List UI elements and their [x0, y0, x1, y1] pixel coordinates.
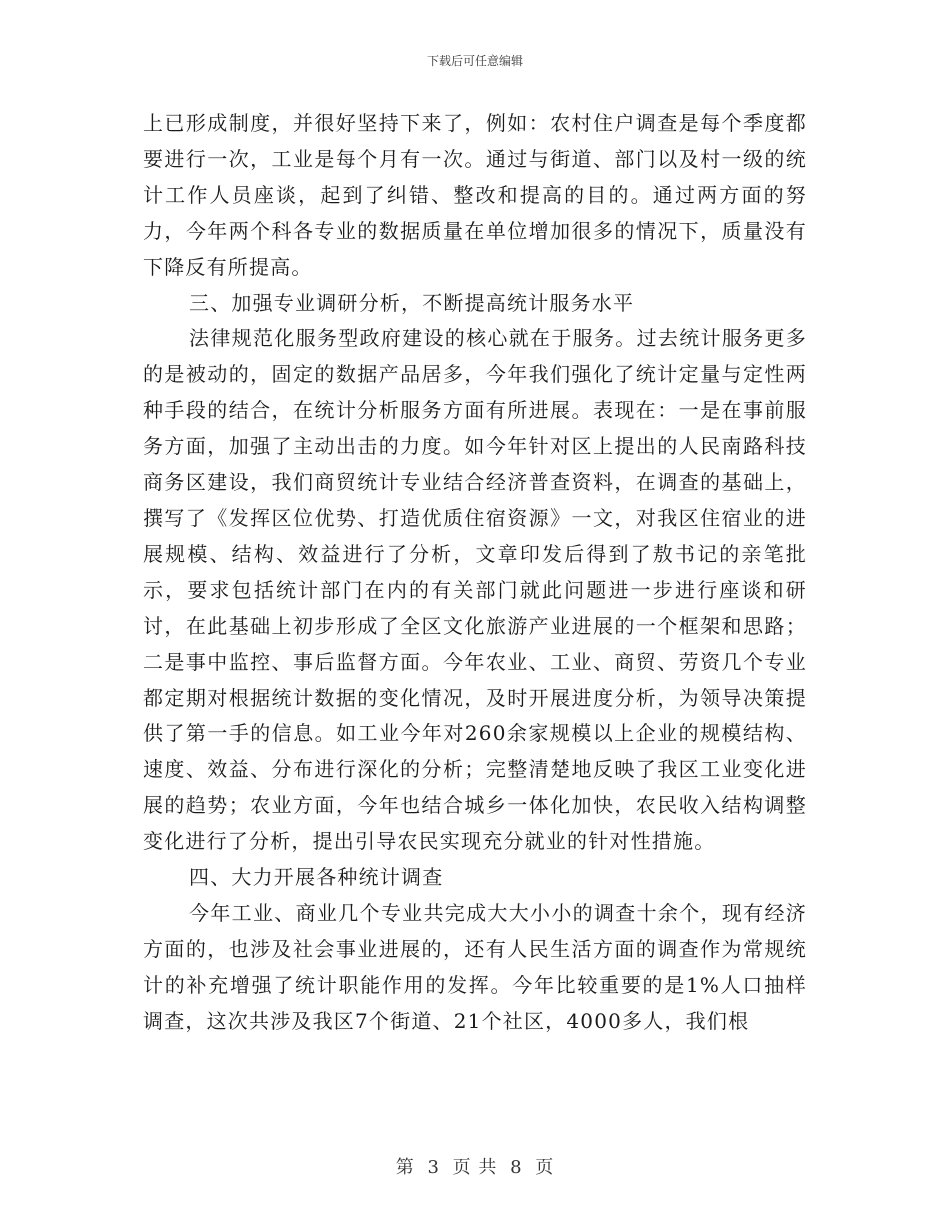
- section-heading-4: 四、大力开展各种统计调查: [189, 865, 444, 890]
- header-note: 下载后可任意编辑: [426, 54, 523, 68]
- footer-suffix: 页: [535, 1157, 555, 1178]
- total-pages-number: 8: [510, 1157, 523, 1178]
- page-footer: [0, 1153, 950, 1179]
- document-body: [143, 106, 807, 1040]
- paragraph-continuation: 上已形成制度，并很好坚持下来了，例如：农村住户调查是每个季度都要进行一次，工业是每个月有一次。通过与街道、部门以及村一级的统计工作人员座谈，起到了纠错、整改和提高的目的。通过两方面的努力，今年两个科各专业的数据质量在单位增加很多的情况下，质量没有下降反有所提高。: [143, 111, 807, 279]
- paragraph-surveys: 今年工业、商业几个专业共完成大大小小的调查十余个，现有经济方面的，也涉及社会事业进展的，还有人民生活方面的调查作为常规统计的补充增强了统计职能作用的发挥。今年比较重要的是1%人口抽样调查，这次共涉及我区7个街道、21个社区，4000多人，我们根: [143, 900, 807, 1033]
- paragraph-service: 法律规范化服务型政府建设的核心就在于服务。过去统计服务更多的是被动的，固定的数据产品居多，今年我们强化了统计定量与定性两种手段的结合，在统计分析服务方面有所进展。表现在：一是在事前服务方面，加强了主动出击的力度。如今年针对区上提出的人民南路科技商务区建设，我们商贸统计专业结合经济普查资料，在调查的基础上，撰写了《发挥区位优势、打造优质住宿资源》一文，对我区住宿业的进展规模、结构、效益进行了分析，文章印发后得到了敖书记的亲笔批示，要求包括统计部门在内的有关部门就此问题进一步进行座谈和研讨，在此基础上初步形成了全区文化旅游产业进展的一个框架和思路；二是事中监控、事后监督方面。今年农业、工业、商贸、劳资几个专业都定期对根据统计数据的变化情况，及时开展进度分析，为领导决策提供了第一手的信息。如工业今年对260余家规模以上企业的规模结构、速度、效益、分布进行深化的分析；完整清楚地反映了我区工业变化进展的趋势；农业方面，今年也结合城乡一体化加快，农民收入结构调整变化进行了分析，提出引导农民实现充分就业的针对性措施。: [143, 326, 807, 854]
- section-heading-3: 三、加强专业调研分析，不断提高统计服务水平: [189, 290, 635, 315]
- footer-prefix: 第: [395, 1157, 415, 1178]
- footer-middle: 页 共: [452, 1157, 498, 1178]
- current-page-number: 3: [427, 1157, 440, 1178]
